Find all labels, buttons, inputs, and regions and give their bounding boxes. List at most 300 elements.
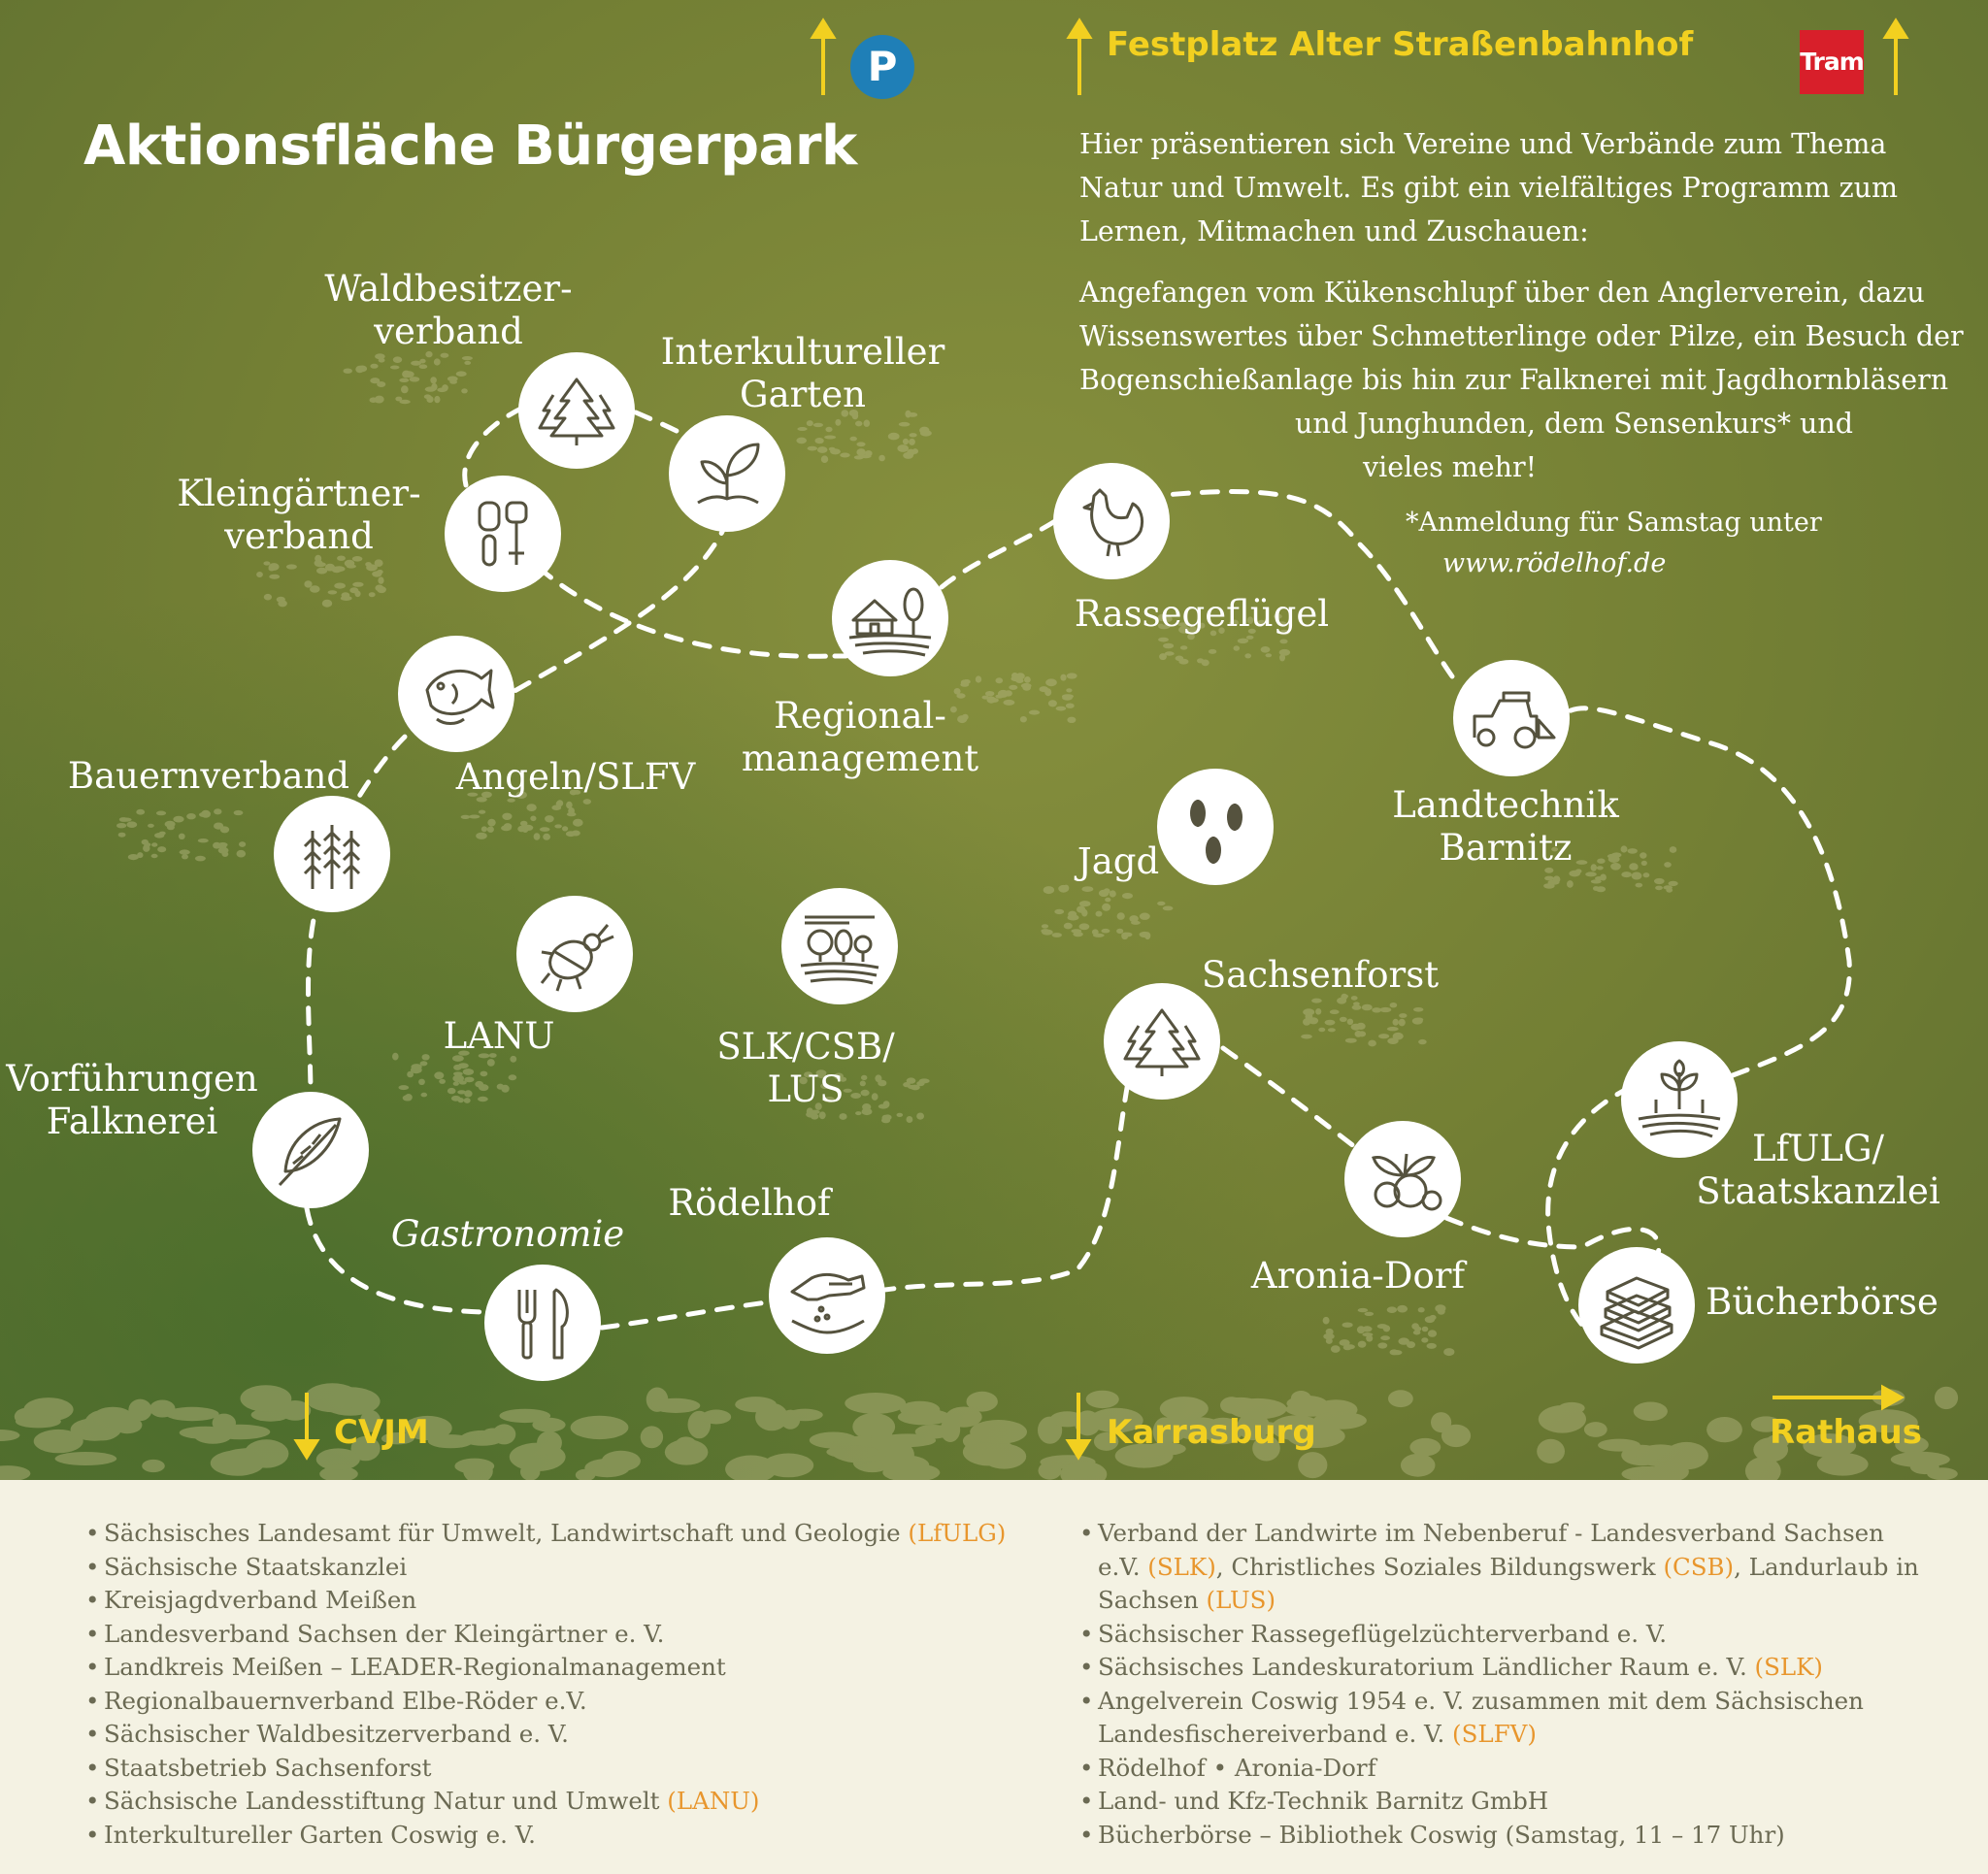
grass-dot (458, 1063, 469, 1069)
grass-dot (1621, 845, 1628, 852)
parking-icon: P (850, 35, 914, 99)
grass-dot (403, 1095, 412, 1101)
grass-dot (1202, 660, 1209, 667)
rooster-icon[interactable] (1053, 463, 1170, 579)
grass-dot (1654, 878, 1665, 884)
grass-dot (464, 361, 471, 365)
legend-item: • Sächsisches Landesamt für Umwelt, Landwirtschaft und Geologie (LfULG) (85, 1517, 1006, 1551)
grass-dot (310, 585, 320, 593)
grass-dot (1117, 912, 1125, 920)
landscape-icon[interactable] (781, 888, 898, 1004)
grass-dot (401, 385, 409, 393)
grass-dot (1315, 1008, 1321, 1015)
grass-dot (186, 813, 196, 819)
grass-dot (912, 448, 918, 454)
grass-dot (1082, 886, 1094, 892)
harvester-icon[interactable] (1453, 660, 1570, 776)
grass-dot (198, 838, 209, 842)
grass-dot (1052, 933, 1062, 937)
grass-dot (878, 455, 885, 462)
grass-dot (903, 439, 909, 444)
grass-dot (1131, 921, 1141, 925)
grass-dot (1048, 700, 1057, 707)
grass-dot (995, 695, 1003, 699)
grass-dot (347, 565, 356, 569)
label-jagd: Jagd (1077, 840, 1160, 882)
legend-item: • Angelverein Coswig 1954 e. V. zusammen mit dem Sächsischen Landesfischereiverband e. V. (SLFV) (1079, 1685, 1919, 1752)
grass-dot (1244, 653, 1251, 658)
grass-dot (808, 446, 817, 451)
grass-dot (481, 826, 487, 832)
exit-karrasburg[interactable]: Karrasburg (1107, 1413, 1316, 1452)
stone (1431, 1412, 1451, 1432)
grass-dot (1380, 1007, 1392, 1012)
grass-dot (1358, 1308, 1368, 1312)
legend-item: • Landkreis Meißen – LEADER-Regionalmanagement (85, 1651, 1006, 1685)
grass-dot (407, 1071, 414, 1078)
grass-dot (334, 583, 346, 589)
grass-dot (534, 833, 541, 839)
grass-dot (144, 842, 150, 846)
grass-dot (461, 815, 471, 819)
grass-dot (1663, 885, 1673, 889)
grass-dot (487, 819, 495, 827)
grass-dot (1303, 1018, 1310, 1025)
grass-dot (1390, 1349, 1399, 1355)
grass-dot (1418, 1039, 1427, 1044)
grass-dot (1553, 875, 1561, 882)
stone (1539, 1405, 1586, 1433)
grass-dot (521, 825, 529, 830)
grass-dot (543, 834, 550, 840)
grass-dot (1387, 1027, 1399, 1031)
grass-dot (1005, 690, 1012, 696)
grass-dot (903, 452, 913, 459)
grass-dot (422, 1054, 430, 1060)
grass-dot (461, 388, 468, 393)
grass-dot (501, 1085, 509, 1093)
footprints-icon[interactable] (1157, 769, 1274, 885)
grass-dot (464, 1090, 472, 1097)
grass-dot (1099, 890, 1109, 897)
grass-dot (1664, 862, 1672, 868)
grass-dot (989, 698, 999, 703)
legend-item: • Kreisjagdverband Meißen (85, 1584, 1006, 1618)
grass-dot (354, 591, 360, 598)
grass-dot (1362, 1326, 1372, 1332)
registration-note: *Anmeldung für Samstag unter www.rödelhof.de (1406, 503, 1822, 584)
grass-dot (1397, 1305, 1408, 1313)
grass-dot (1387, 1306, 1397, 1313)
grass-dot (817, 440, 824, 444)
grass-dot (180, 849, 190, 854)
grass-dot (1435, 1304, 1445, 1312)
grass-dot (1632, 872, 1642, 880)
stone (982, 1444, 1027, 1469)
grass-dot (1020, 716, 1027, 722)
stone (211, 1450, 265, 1475)
wheat-icon[interactable] (274, 796, 390, 912)
label-lfulg: LfULG/ Staatskanzlei (1696, 1128, 1940, 1212)
feather-icon[interactable] (252, 1092, 369, 1208)
grass-dot (1073, 932, 1082, 937)
stone (1634, 1402, 1668, 1422)
grass-dot (421, 1093, 428, 1098)
label-buecherboerse: Bücherbörse (1706, 1281, 1938, 1323)
cutlery-icon[interactable] (484, 1265, 601, 1381)
grass-dot (1347, 1019, 1353, 1025)
exit-rathaus[interactable]: Rathaus (1770, 1413, 1922, 1452)
grass-dot (509, 1074, 517, 1080)
grass-dot (214, 823, 223, 830)
grass-dot (264, 594, 272, 601)
grass-dot (357, 366, 367, 373)
books-icon[interactable] (1578, 1247, 1695, 1364)
stone (537, 1430, 562, 1455)
grass-dot (370, 364, 378, 369)
grass-dot (855, 421, 862, 427)
festplatz-label: Festplatz Alter Straßenbahnhof (1107, 25, 1694, 64)
grass-dot (464, 1077, 474, 1083)
grass-dot (126, 821, 137, 828)
label-regionalmanagement: Regional- management (741, 695, 979, 779)
grass-dot (352, 582, 363, 587)
farm-icon[interactable] (832, 560, 948, 676)
grass-dot (426, 396, 433, 403)
grass-dot (182, 854, 188, 859)
grass-dot (342, 592, 350, 598)
grass-dot (1422, 1327, 1429, 1332)
stone (763, 1454, 813, 1478)
grass-dot (1016, 673, 1025, 679)
grass-dot (399, 400, 410, 404)
grass-dot (526, 804, 536, 811)
grass-dot (195, 856, 206, 862)
grass-dot (1234, 645, 1241, 650)
grass-dot (1301, 1035, 1312, 1039)
label-interkultureller-garten: Interkultureller Garten (660, 331, 945, 415)
grass-dot (1140, 932, 1150, 937)
grass-dot (378, 576, 383, 583)
grass-dot (573, 819, 583, 827)
legend-item: • Sächsischer Waldbesitzerverband e. V. (85, 1718, 1006, 1752)
grass-dot (1399, 1019, 1406, 1027)
grass-dot (377, 586, 386, 593)
grass-dot (1044, 886, 1054, 894)
label-angeln: Angeln/SLFV (455, 756, 696, 798)
grass-dot (807, 420, 813, 426)
grass-dot (137, 852, 143, 858)
grass-dot (1318, 1028, 1325, 1033)
grass-dot (419, 364, 428, 369)
grass-dot (1380, 1335, 1390, 1340)
legend-panel (0, 1480, 1988, 1874)
stone (826, 1445, 878, 1459)
grass-dot (1593, 886, 1599, 891)
grass-dot (1261, 646, 1271, 653)
grass-dot (1116, 929, 1123, 934)
grass-dot (269, 567, 276, 572)
grass-dot (854, 455, 864, 459)
grass-dot (583, 799, 591, 805)
grass-dot (1054, 909, 1064, 914)
grass-dot (888, 433, 900, 441)
grass-dot (1351, 1024, 1361, 1031)
grass-dot (344, 369, 352, 374)
stone (1584, 1422, 1607, 1437)
grass-dot (148, 824, 154, 828)
trees-icon[interactable] (1104, 983, 1220, 1100)
grass-dot (1246, 636, 1254, 640)
grass-dot (402, 371, 411, 378)
grass-dot (1636, 883, 1643, 888)
grass-dot (530, 816, 536, 822)
grass-dot (996, 677, 1004, 683)
grass-dot (1368, 1040, 1376, 1047)
grass-dot (920, 430, 932, 436)
grass-dot (434, 358, 441, 365)
grass-dot (234, 810, 244, 815)
stone (915, 1425, 951, 1439)
legend-item: • Staatsbetrieb Sachsenforst (85, 1752, 1006, 1786)
grass-dot (545, 815, 554, 822)
grass-dot (1165, 651, 1175, 655)
legend-item: • Sächsisches Landeskuratorium Ländlicher Raum e. V. (SLK) (1079, 1651, 1919, 1685)
seedling-icon[interactable] (669, 415, 785, 532)
grass-dot (322, 600, 332, 608)
grass-dot (835, 419, 841, 426)
grass-dot (1079, 923, 1090, 930)
grass-dot (1311, 999, 1322, 1003)
grass-dot (1632, 865, 1639, 870)
grass-dot (1042, 924, 1048, 928)
grass-dot (1024, 676, 1031, 683)
stone (128, 1399, 151, 1422)
grass-dot (1063, 885, 1069, 892)
grass-dot (487, 827, 494, 833)
grass-dot (136, 809, 145, 815)
grass-dot (434, 396, 440, 403)
intro-paragraph-2: Angefangen vom Kükenschlupf über den Anglerverein, dazu Wissenswertes über Schmetterlinge oder Pilze, ein Besuch der Bogenschießanlage bis hin zur Falknerei mit Jagdhornbläsern und Junghunden, dem Sensenkurs* und vieles mehr! (1079, 277, 1964, 483)
grass-dot (1092, 929, 1099, 935)
legend-item: • Rödelhof • Aronia-Dorf (1079, 1752, 1919, 1786)
grass-dot (982, 696, 989, 700)
grass-dot (507, 799, 514, 803)
grass-dot (1067, 673, 1077, 678)
grass-dot (1157, 902, 1165, 905)
grass-dot (1239, 639, 1248, 643)
grass-dot (1105, 898, 1110, 903)
grass-dot (850, 437, 857, 442)
grass-dot (976, 675, 981, 682)
intro-paragraph-1: Hier präsentieren sich Vereine und Verbände zum Thema Natur und Umwelt. Es gibt ein vielfältiges Programm zum Lernen, Mitmachen und Zuschauen: (1079, 128, 1898, 247)
grass-dot (1178, 659, 1188, 665)
grass-dot (566, 831, 576, 837)
fish-icon[interactable] (398, 636, 514, 752)
grass-dot (897, 1113, 904, 1117)
grass-dot (1163, 906, 1174, 911)
grass-dot (1163, 643, 1174, 649)
legend-item: • Landesverband Sachsen der Kleingärtner e. V. (85, 1618, 1006, 1652)
grass-dot (365, 562, 372, 567)
grass-dot (165, 821, 176, 828)
grass-dot (286, 564, 297, 569)
grass-dot (1600, 874, 1607, 881)
grass-dot (372, 571, 381, 576)
grass-dot (1110, 890, 1116, 897)
label-bauernverband: Bauernverband (67, 755, 350, 797)
grass-dot (464, 1098, 471, 1103)
hand-seeds-icon[interactable] (769, 1237, 885, 1354)
grass-dot (269, 575, 280, 579)
grass-dot (1330, 1009, 1340, 1014)
garden-tools-icon[interactable] (445, 476, 561, 592)
grass-dot (1056, 707, 1067, 711)
grass-dot (1362, 1332, 1373, 1336)
label-aronia-dorf: Aronia-Dorf (1250, 1255, 1466, 1297)
grass-dot (480, 1071, 488, 1077)
grass-dot (540, 827, 550, 832)
grass-dot (1009, 685, 1017, 690)
grass-dot (334, 566, 346, 572)
stone (165, 1407, 218, 1421)
grass-dot (1045, 678, 1057, 686)
grass-dot (1102, 904, 1110, 911)
grass-dot (1414, 1327, 1421, 1332)
grass-dot (1643, 872, 1650, 877)
label-falknerei: Vorführungen Falknerei (6, 1058, 258, 1142)
grass-dot (1544, 876, 1554, 881)
grass-dot (1352, 1004, 1362, 1009)
grass-dot (399, 378, 409, 382)
grass-dot (824, 436, 836, 440)
grass-dot (453, 1082, 459, 1086)
grass-dot (393, 356, 402, 363)
grass-dot (1413, 1007, 1423, 1012)
stone (142, 1460, 165, 1472)
grass-dot (1628, 848, 1638, 854)
label-waldbesitzer: Waldbesitzer- verband (324, 268, 573, 352)
grass-dot (910, 433, 917, 437)
grass-dot (567, 812, 577, 816)
website-link[interactable]: www.rödelhof.de (1442, 548, 1667, 578)
grass-dot (1621, 871, 1632, 877)
grass-dot (375, 399, 383, 404)
grass-dot (430, 377, 437, 383)
legend-item: • Regionalbauernverband Elbe-Röder e.V. (85, 1685, 1006, 1719)
stone (92, 1407, 133, 1429)
grass-dot (392, 1053, 399, 1061)
grass-dot (1362, 1004, 1373, 1011)
grass-dot (328, 590, 338, 594)
stone (15, 1408, 39, 1426)
grass-dot (1378, 1034, 1389, 1038)
grass-dot (447, 377, 458, 382)
intro-text (1079, 122, 1964, 507)
grass-dot (214, 808, 221, 814)
grass-dot (1427, 1343, 1437, 1349)
grass-dot (1365, 1312, 1375, 1316)
stone (845, 1393, 906, 1414)
grass-dot (1140, 913, 1150, 920)
grass-dot (1655, 886, 1663, 891)
stone (1086, 1391, 1119, 1408)
grass-dot (1066, 704, 1075, 708)
grass-dot (263, 561, 270, 565)
grass-dot (1122, 893, 1133, 899)
stone (945, 1407, 982, 1428)
label-kleingaertner: Kleingärtner- verband (177, 473, 421, 557)
legend-item: • Interkultureller Garten Coswig e. V. (85, 1819, 1006, 1853)
grass-dot (1064, 923, 1073, 930)
grass-dot (504, 823, 513, 830)
grass-dot (1096, 911, 1103, 917)
grass-dot (1355, 1031, 1363, 1037)
tram-icon: Tram (1800, 30, 1864, 94)
grass-dot (796, 438, 807, 444)
stone (702, 1410, 732, 1425)
grass-dot (1377, 1342, 1387, 1348)
grass-dot (1326, 1338, 1333, 1344)
stone (665, 1439, 709, 1465)
grass-dot (118, 833, 126, 838)
stone (571, 1416, 629, 1439)
grass-dot (151, 842, 157, 846)
beetle-icon[interactable] (516, 896, 633, 1012)
stone (428, 1434, 474, 1448)
legend-item: • Sächsische Staatskanzlei (85, 1551, 1006, 1585)
grass-dot (479, 1084, 488, 1091)
stone (520, 1463, 540, 1480)
grass-dot (425, 386, 436, 391)
grass-dot (856, 448, 865, 456)
grass-dot (817, 446, 828, 453)
grass-dot (1428, 1330, 1437, 1336)
grass-dot (1209, 649, 1216, 654)
grass-dot (556, 801, 563, 806)
label-landtechnik: Landtechnik Barnitz (1392, 784, 1619, 869)
grass-dot (1041, 929, 1049, 933)
grass-dot (1279, 640, 1287, 644)
berries-icon[interactable] (1344, 1121, 1461, 1237)
grass-dot (479, 810, 485, 814)
label-lanu: LANU (443, 1015, 555, 1057)
grass-dot (478, 1097, 488, 1101)
grass-dot (839, 1113, 846, 1120)
grass-dot (116, 823, 126, 828)
trees-icon[interactable] (518, 352, 635, 469)
grass-dot (157, 846, 166, 852)
grass-dot (369, 592, 376, 597)
grass-dot (201, 810, 211, 818)
grass-dot (1004, 700, 1015, 706)
grass-dot (456, 371, 467, 377)
stone (651, 1398, 700, 1413)
exit-cvjm[interactable]: CVJM (334, 1413, 429, 1452)
label-roedelhof: Rödelhof (668, 1182, 831, 1224)
grass-dot (909, 439, 915, 445)
grass-dot (960, 682, 969, 687)
grass-dot (1066, 688, 1072, 692)
grass-dot (797, 427, 807, 431)
legend-item: • Sächsische Landesstiftung Natur und Umwelt (LANU) (85, 1785, 1006, 1819)
stone (970, 1420, 1027, 1444)
grass-dot (1640, 852, 1646, 858)
grass-dot (119, 817, 128, 822)
label-slk-csb-lus: SLK/CSB/ LUS (716, 1026, 895, 1110)
grass-dot (1021, 683, 1032, 688)
grass-dot (813, 423, 823, 427)
